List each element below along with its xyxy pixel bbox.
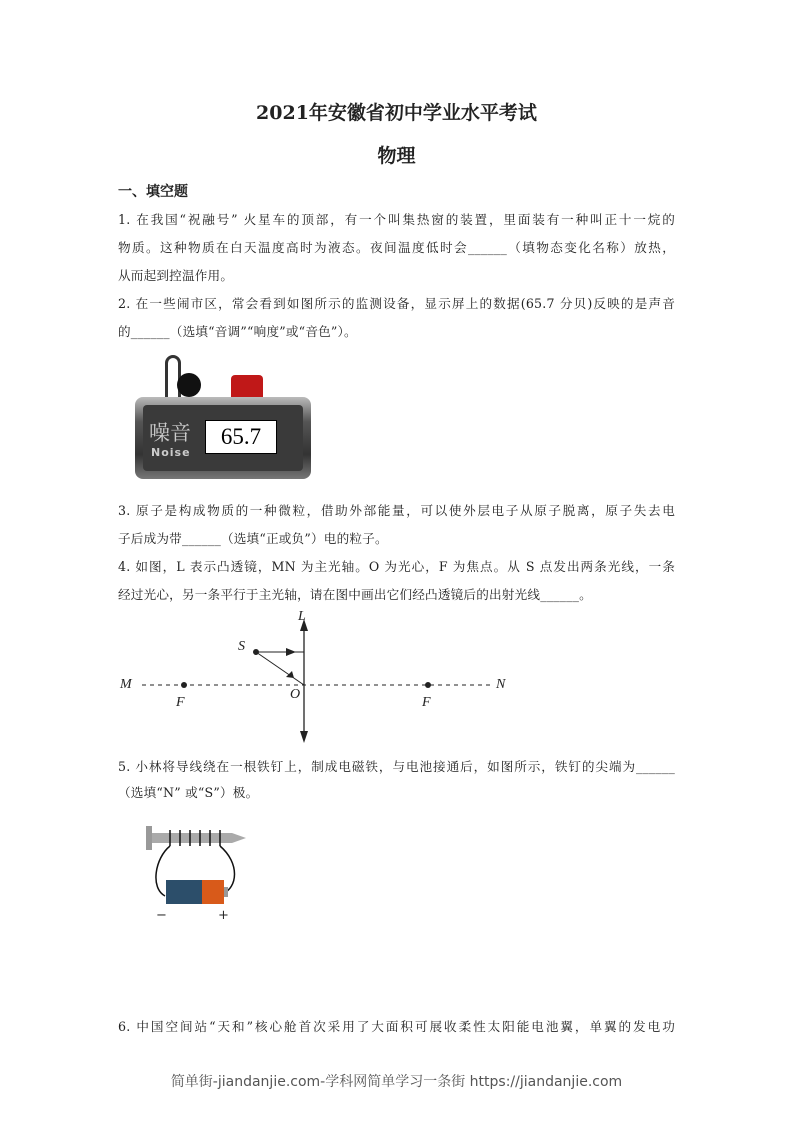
focus-right — [425, 682, 431, 688]
label-l: L — [298, 609, 306, 624]
q4-line2: 经过光心，另一条平行于主光轴，请在图中画出它们经凸透镜后的出射光线______。 — [118, 587, 592, 602]
electromagnet-image — [140, 818, 260, 928]
noise-reading-display: 65.7 — [205, 420, 277, 454]
focus-left — [181, 682, 187, 688]
q2-line2: 的______（选填“音调”“响度”或“音色”）。 — [118, 324, 357, 339]
battery-plus: + — [218, 908, 229, 923]
q3-line2: 子后成为带______（选填“正或负”）电的粒子。 — [118, 531, 388, 546]
label-m: M — [120, 677, 132, 692]
q3-line1: 3. 原子是构成物质的一种微粒，借助外部能量，可以使外层电子从原子脱离，原子失去电 — [118, 503, 675, 518]
noise-label-en: Noise — [151, 446, 191, 459]
q5-line1: 5. 小林将导线绕在一根铁钉上，制成电磁铁，与电池接通后，如图所示，铁钉的尖端为______ — [118, 759, 675, 774]
q2-line1: 2. 在一些闹市区，常会看到如图所示的监测设备，显示屏上的数据(65.7 分贝)反映的是声音 — [118, 296, 675, 311]
q1-line2: 物质。这种物质在白天温度高时为液态。夜间温度低时会______（填物态变化名称）放热， — [118, 240, 675, 255]
section-heading: 一、填空题 — [118, 184, 188, 200]
q5-line2: （选填“N” 或“S”）极。 — [118, 785, 259, 800]
q6-line1: 6. 中国空间站“天和”核心舱首次采用了大面积可展收柔性太阳能电池翼，单翼的发电功 — [118, 1019, 675, 1034]
subject-title: 物理 — [377, 145, 416, 167]
lens-diagram — [110, 605, 530, 745]
label-s: S — [238, 639, 245, 654]
footer-watermark: 简单街-jiandanjie.com-学科网简单学习一条街 https://jiandanjie.com — [170, 1074, 623, 1090]
noise-meter-image — [135, 355, 313, 483]
battery-minus: − — [156, 908, 167, 923]
label-o: O — [290, 687, 301, 702]
label-n: N — [496, 677, 506, 692]
q1-line3: 从而起到控温作用。 — [118, 268, 234, 283]
label-f-right: F — [422, 695, 431, 710]
page-title: 2021年安徽省初中学业水平考试 — [256, 102, 537, 124]
q1-line1: 1. 在我国“祝融号” 火星车的顶部，有一个叫集热窗的装置，里面装有一种叫正十一烷的 — [118, 212, 675, 227]
lens-arrow-bottom — [300, 731, 308, 743]
label-f-left: F — [176, 695, 185, 710]
noise-label-cn: 噪音 — [149, 421, 191, 445]
q4-line1: 4. 如图，L 表示凸透镜，MN 为主光轴。O 为光心，F 为焦点。从 S 点发出两条光线，一条 — [118, 559, 675, 574]
